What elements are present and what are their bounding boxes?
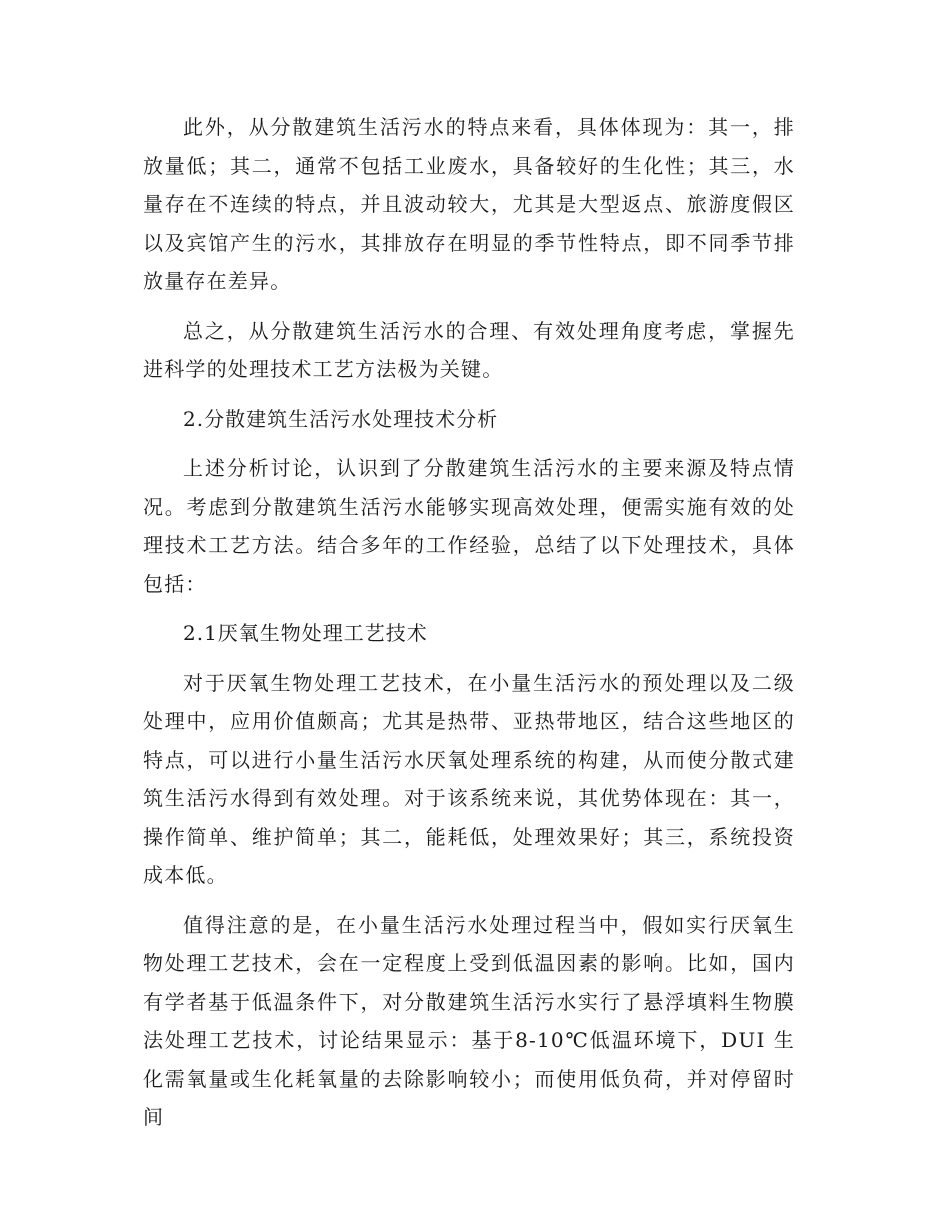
paragraph-anaerobic-advantages: 对于厌氧生物处理工艺技术，在小量生活污水的预处理以及二级处理中，应用价值颇高；尤其是热带、亚热带地区，结合这些地区的特点，可以进行小量生活污水厌氧处理系统的构建，从而使分散式建筑生活污水得到有效处理。对于该系统来说，其优势体现在：其一，操作简单、维护简单；其二，能耗低，处理效果好；其三，系统投资成本低。 [143,670,795,887]
paragraph-summary: 总之，从分散建筑生活污水的合理、有效处理角度考虑，掌握先进科学的处理技术工艺方法极为关键。 [143,318,795,381]
section-heading-2-1: 2.1厌氧生物处理工艺技术 [183,621,428,645]
paragraph-characteristics: 此外，从分散建筑生活污水的特点来看，具体体现为：其一，排放量低；其二，通常不包括工业废水，具备较好的生化性；其三，水量存在不连续的特点，并且波动较大，尤其是大型返点、旅游度假区以及宾馆产生的污水，其排放存在明显的季节性特点，即不同季节排放量存在差异。 [143,115,795,293]
section-heading-2: 2.分散建筑生活污水处理技术分析 [183,406,499,431]
document-page [143,108,795,1137]
paragraph-low-temperature: 值得注意的是，在小量生活污水处理过程当中，假如实行厌氧生物处理工艺技术，会在一定程度上受到低温因素的影响。比如，国内有学者基于低温条件下，对分散建筑生活污水实行了悬浮填料生物膜法处理工艺技术，讨论结果显示：基于8-10℃低温环境下，DUI 生化需氧量或生化耗氧量的去除影响较小；而使用低负荷，并对停留时间 [143,912,795,1129]
paragraph-intro-techniques: 上述分析讨论，认识到了分散建筑生活污水的主要来源及特点情况。考虑到分散建筑生活污水能够实现高效处理，便需实施有效的处理技术工艺方法。结合多年的工作经验，总结了以下处理技术，具体包括： [143,456,795,596]
